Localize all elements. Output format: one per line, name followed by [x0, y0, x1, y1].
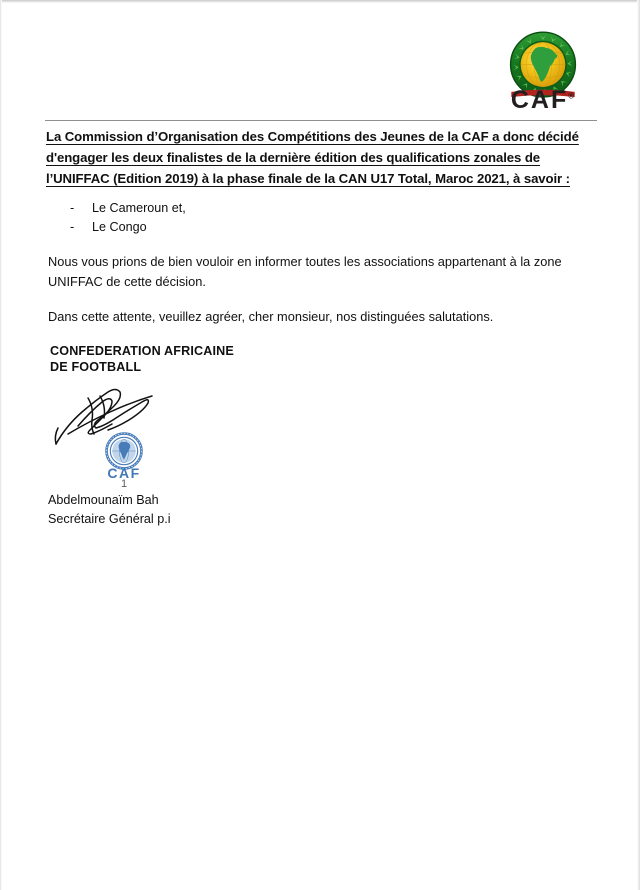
- signer-name: Abdelmounaïm Bah: [48, 493, 159, 507]
- list-item-label: Le Congo: [92, 220, 147, 234]
- caf-stamp-text: CAF: [107, 465, 141, 481]
- list-item: [70, 199, 470, 218]
- list-dash: -: [70, 201, 75, 215]
- organisation-block: [50, 344, 234, 375]
- caf-wordmark: [495, 88, 590, 113]
- bold-paragraph-line-3: l’UNIFFAC (Edition 2019) à la phase finale de la CAN U17 Total, Maroc 2021, à savoir :: [46, 171, 570, 186]
- signer-block: [48, 491, 171, 528]
- bold-underlined-paragraph: [46, 126, 597, 189]
- list-dash: -: [70, 220, 75, 234]
- caf-wordmark-text: CAF: [510, 86, 569, 114]
- list-item-label: Le Cameroun et,: [92, 201, 186, 215]
- bold-paragraph-line-2: d'engager les deux finalistes de la dernière édition des qualifications zonales de: [46, 150, 541, 165]
- bold-paragraph-line-1: La Commission d’Organisation des Compétitions des Jeunes de la CAF a donc décidé: [46, 129, 579, 144]
- list-item: [70, 218, 470, 237]
- body-paragraph-2: Dans cette attente, veuillez agréer, cher monsieur, nos distinguées salutations.: [48, 309, 494, 324]
- scan-edge-left: [0, 0, 2, 890]
- header-divider: [45, 120, 597, 121]
- scan-edge-top: [0, 0, 640, 3]
- organisation-line-2: DE FOOTBALL: [50, 359, 142, 374]
- signer-title: Secrétaire Général p.i: [48, 511, 171, 526]
- body-paragraph-1: Nous vous prions de bien vouloir en informer toutes les associations appartenant à la zone UNIFFAC de cette décision.: [48, 254, 562, 289]
- country-list: [70, 199, 470, 237]
- caf-logo: [495, 30, 590, 118]
- caf-registered-mark: ®: [568, 91, 575, 101]
- page-number: 1: [120, 478, 128, 490]
- organisation-line-1: CONFEDERATION AFRICAINE: [50, 344, 234, 358]
